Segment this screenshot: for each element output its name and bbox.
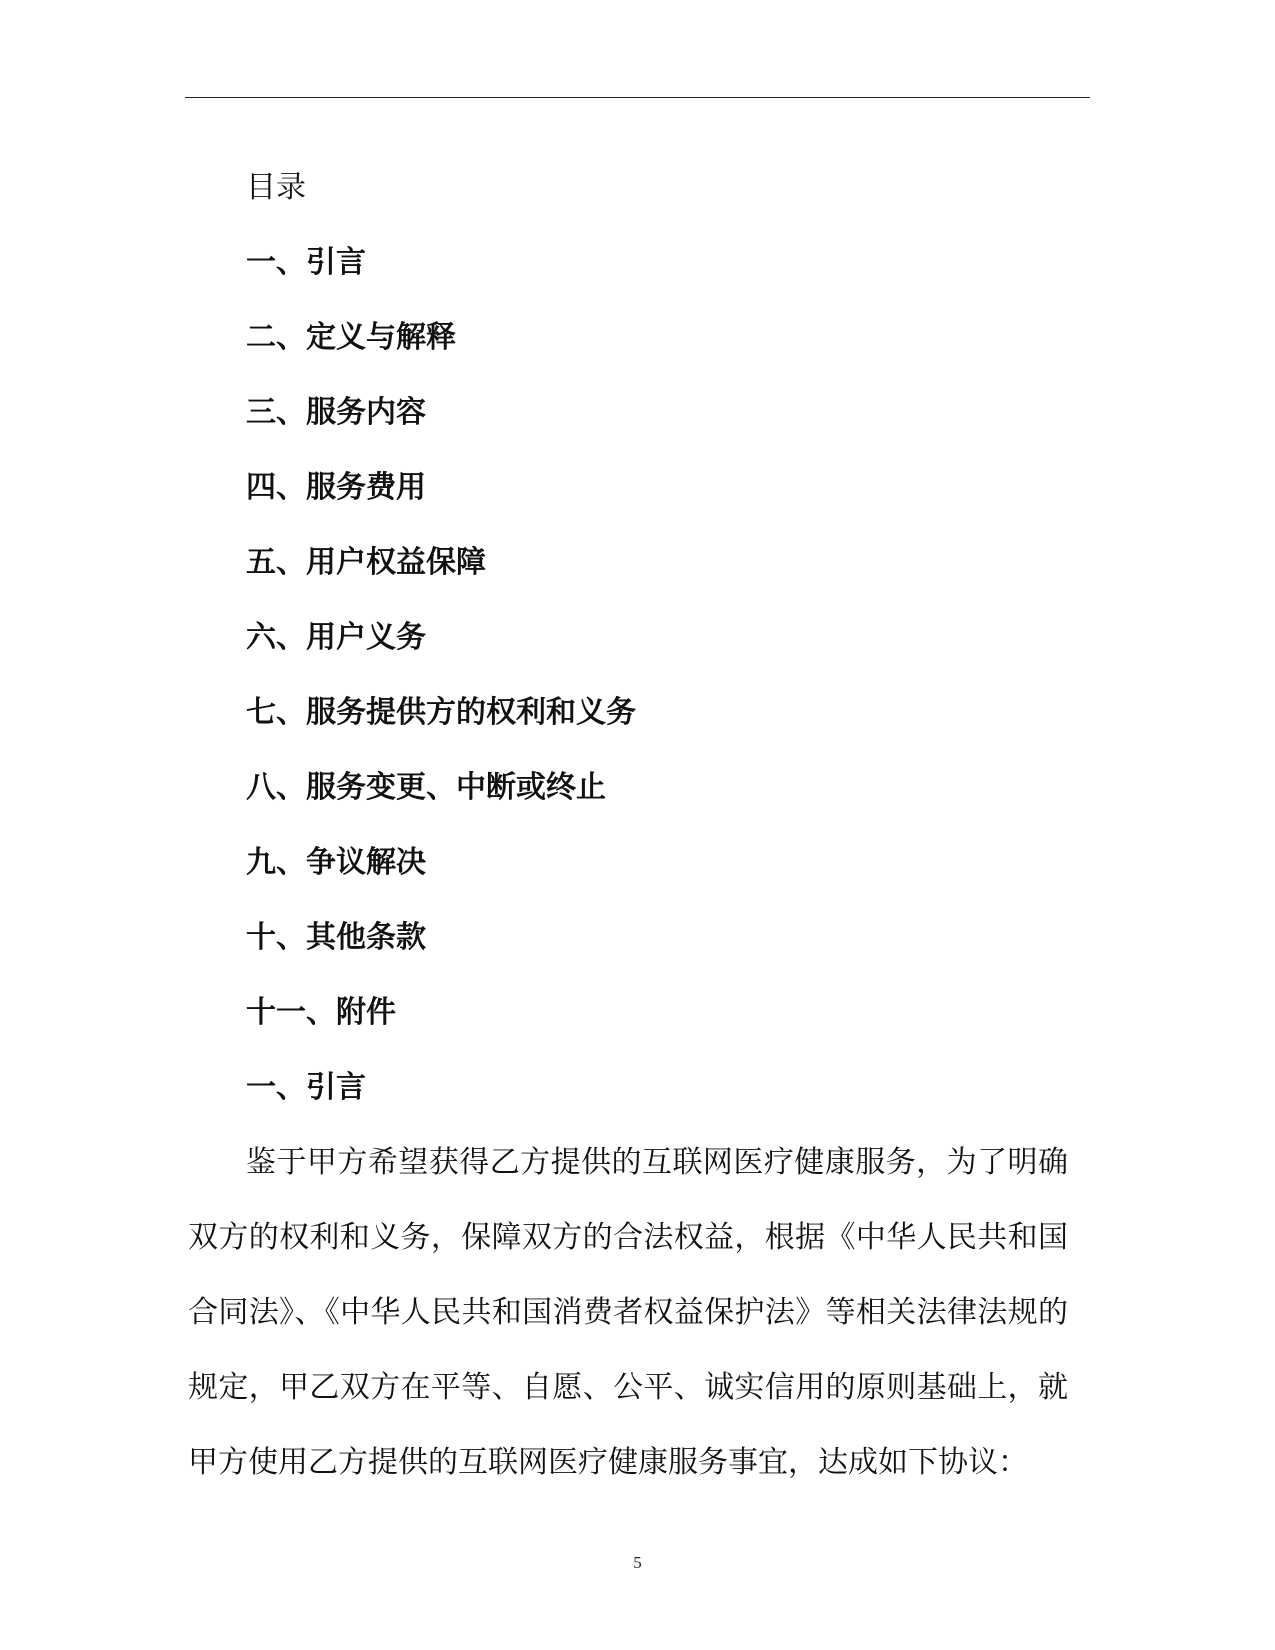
toc-item-dispute-resolution[interactable]: 九、争议解决 bbox=[246, 845, 426, 880]
toc-item-intro[interactable]: 一、引言 bbox=[246, 245, 366, 280]
toc-item-user-obligations[interactable]: 六、用户义务 bbox=[246, 620, 426, 655]
toc-item-service-changes[interactable]: 八、服务变更、中断或终止 bbox=[246, 770, 606, 805]
toc-list bbox=[188, 225, 1068, 1050]
toc-item-service-content[interactable]: 三、服务内容 bbox=[246, 395, 426, 430]
toc-title: 目录 bbox=[246, 170, 306, 205]
header-rule bbox=[185, 97, 1090, 98]
toc-item-user-rights[interactable]: 五、用户权益保障 bbox=[246, 545, 486, 580]
section-heading-intro: 一、引言 bbox=[246, 1070, 366, 1105]
toc-item-definitions[interactable]: 二、定义与解释 bbox=[246, 320, 456, 355]
document-body bbox=[188, 150, 1068, 1500]
intro-paragraph: 鉴于甲方希望获得乙方提供的互联网医疗健康服务，为了明确双方的权利和义务，保障双方的合法权益，根据《中华人民共和国合同法》、《中华人民共和国消费者权益保护法》等相关法律法规的规定，甲乙双方在平等、自愿、公平、诚实信用的原则基础上，就甲方使用乙方提供的互联网医疗健康服务事宜，达成如下协议： bbox=[188, 1145, 1068, 1480]
toc-item-service-fees[interactable]: 四、服务费用 bbox=[246, 470, 426, 505]
toc-item-other-terms[interactable]: 十、其他条款 bbox=[246, 920, 426, 955]
page-number: 5 bbox=[633, 1553, 642, 1572]
toc-item-attachments[interactable]: 十一、附件 bbox=[246, 995, 396, 1030]
toc-item-provider-rights[interactable]: 七、服务提供方的权利和义务 bbox=[246, 695, 636, 730]
